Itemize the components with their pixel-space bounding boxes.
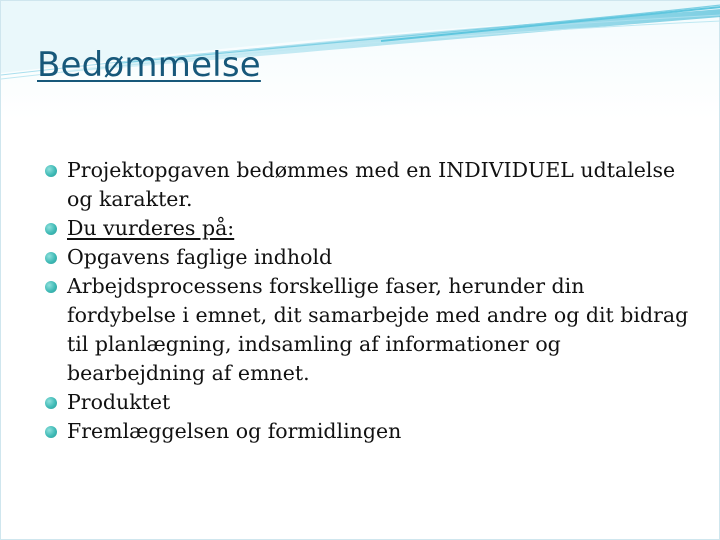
bullet-list	[45, 156, 695, 446]
bullet-text: Projektopgaven bedømmes med en INDIVIDUEL udtalelse og karakter.	[67, 158, 676, 211]
bullet-icon	[45, 165, 57, 177]
bullet-text: Fremlæggelsen og formidlingen	[67, 419, 402, 443]
list-item	[45, 214, 695, 243]
bullet-icon	[45, 281, 57, 293]
bullet-text: Opgavens faglige indhold	[67, 245, 333, 269]
bullet-text: Arbejdsprocessens forskellige faser, herunder din fordybelse i emnet, dit samarbejde med andre og dit bidrag til planlægning, indsamling af informationer og bearbejdning af emnet.	[67, 274, 689, 385]
list-item	[45, 388, 695, 417]
slide-title: Bedømmelse	[37, 45, 261, 85]
list-item	[45, 417, 695, 446]
bullet-icon	[45, 426, 57, 438]
list-item	[45, 272, 695, 388]
list-item	[45, 156, 695, 214]
bullet-icon	[45, 397, 57, 409]
bullet-icon	[45, 223, 57, 235]
bullet-text: Du vurderes på:	[67, 216, 235, 240]
bullet-icon	[45, 252, 57, 264]
bullet-text: Produktet	[67, 390, 171, 414]
list-item	[45, 243, 695, 272]
